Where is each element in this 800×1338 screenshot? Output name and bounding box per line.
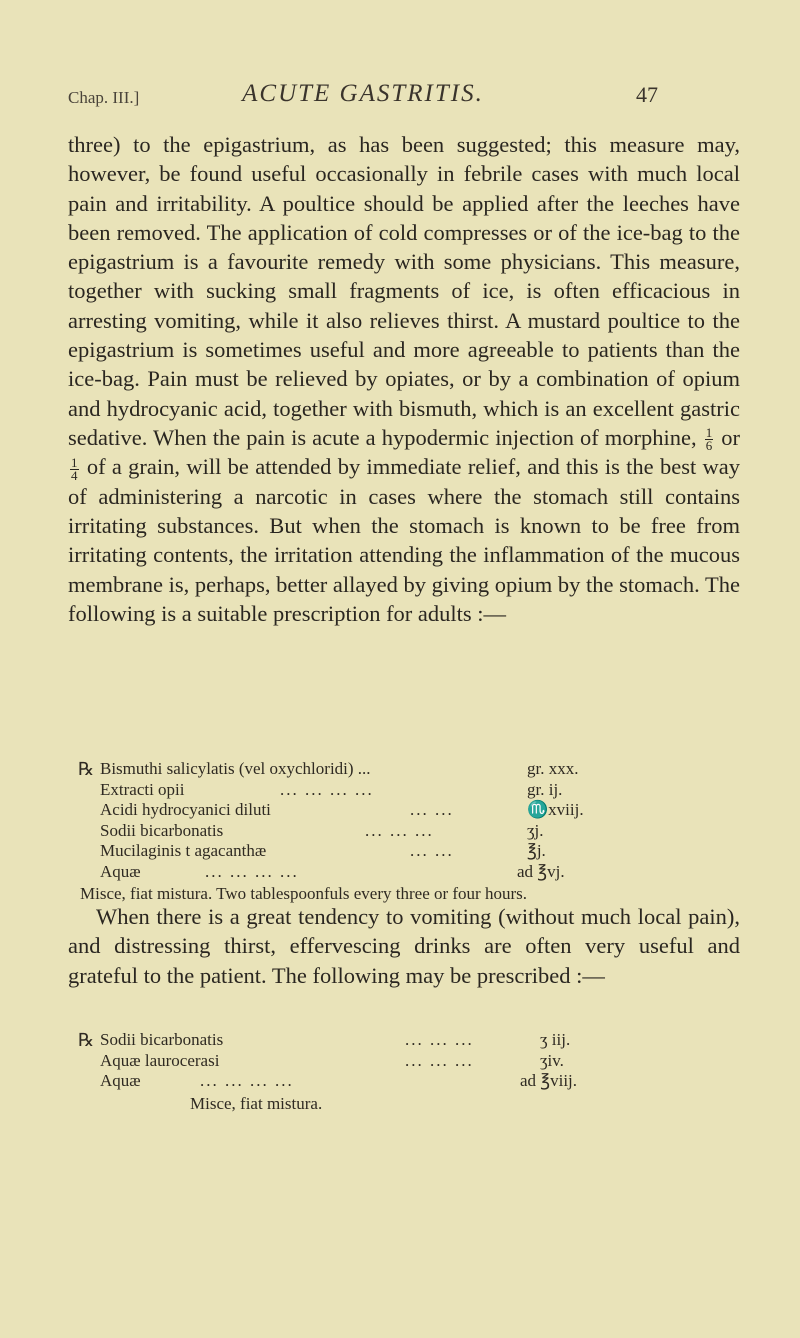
prescription-row bbox=[80, 821, 740, 842]
quantity: ʒj. bbox=[527, 820, 544, 840]
quantity: gr. ij. bbox=[527, 779, 563, 799]
quantity: ad ℥viij. bbox=[520, 1071, 578, 1090]
prescription-directions: Misce, fiat mistura. Two tablespoonfuls every three or four hours. bbox=[80, 884, 527, 903]
page-number: 47 bbox=[636, 82, 658, 107]
ingredient: Aquæ bbox=[100, 861, 141, 881]
leader-dots: ... ... ... ... bbox=[205, 861, 299, 881]
ingredient: Bismuthi salicylatis (vel oxychloridi) ... bbox=[100, 759, 371, 778]
prescription-row bbox=[80, 1030, 740, 1051]
recipe-symbol: ℞ bbox=[78, 1030, 95, 1050]
ingredient: Acidi hydrocyanici diluti bbox=[100, 800, 271, 819]
quantity: ʒ iij. bbox=[540, 1030, 571, 1049]
running-title: ACUTE GASTRITIS. bbox=[242, 80, 484, 107]
leader-dots: ... ... bbox=[410, 800, 454, 819]
prescription-row bbox=[80, 1071, 740, 1092]
quantity: ad ℥vj. bbox=[517, 861, 565, 881]
quantity: gr. xxx. bbox=[527, 759, 579, 778]
fraction-or: or bbox=[721, 424, 741, 450]
prescription-directions: Misce, fiat mistura. bbox=[190, 1093, 323, 1113]
leader-dots: ... ... ... bbox=[405, 1030, 474, 1049]
prescription-row bbox=[80, 1051, 740, 1072]
ingredient: Extracti opii bbox=[100, 779, 185, 799]
chapter-label: Chap. III.] bbox=[68, 88, 140, 107]
ingredient: Sodii bicarbonatis bbox=[100, 820, 224, 840]
ingredient: Sodii bicarbonatis bbox=[100, 1030, 224, 1049]
paragraph-text-part-1: three) to the epigastrium, as has been suggested; this measure may, however, be found useful occasionally in febrile cases with much local pain and irritability. A poultice should be applied after the leeches have been removed. The application of cold compresses or of the ice-bag to the epigastrium is a favourite remedy with some physicians. This measure, together with sucking small fragments of ice, is often efficacious in arresting vomiting, while it also relieves thirst. A mustard poultice to the epigastrium is sometimes useful and more agreeable to patients than the ice-bag. Pain must be relieved by opiates, or by a combination of opium and hydrocyanic acid, together with bismuth, which is an excellent gastric sedative. When the pain is acute a hypodermic injection of morphine, bbox=[68, 132, 740, 450]
page-header bbox=[68, 80, 658, 120]
leader-dots: ... ... ... ... bbox=[200, 1071, 294, 1090]
recipe-symbol: ℞ bbox=[78, 759, 95, 779]
fraction-one-quarter: $\frac{1}{4}$ bbox=[71, 454, 78, 483]
body-paragraph-1 bbox=[68, 130, 740, 628]
ingredient: Aquæ bbox=[100, 1071, 141, 1090]
prescription-1 bbox=[80, 759, 740, 904]
body-paragraph-2: When there is a great tendency to vomiting (without much local pain), and distressing thirst, effervescing drinks are often very useful and grateful to the patient. The following may be prescribed :— bbox=[68, 904, 740, 988]
quantity: ℥j. bbox=[527, 841, 546, 860]
leader-dots: ... ... bbox=[410, 841, 454, 860]
leader-dots: ... ... ... bbox=[365, 820, 434, 840]
prescription-row bbox=[80, 800, 740, 821]
prescription-row bbox=[80, 780, 740, 801]
prescription-row bbox=[80, 862, 740, 883]
ingredient: Aquæ laurocerasi bbox=[100, 1050, 220, 1070]
ingredient: Mucilaginis t agacanthæ bbox=[100, 841, 267, 860]
prescription-2 bbox=[80, 1030, 740, 1114]
prescription-row bbox=[80, 759, 740, 780]
quantity: ♏xviij. bbox=[527, 800, 584, 819]
leader-dots: ... ... ... ... bbox=[280, 779, 374, 799]
fraction-one-sixth: $\frac{1}{6}$ bbox=[705, 425, 713, 454]
leader-dots: ... ... ... bbox=[405, 1050, 474, 1070]
prescription-row bbox=[80, 841, 740, 862]
quantity: ʒiv. bbox=[540, 1050, 564, 1070]
paragraph-text-part-2: of a grain, will be attended by immediate relief, and this is the best way of administering a narcotic in cases where the stomach still contains irritating substances. But when the stomach is known to be free from irritating contents, the irritation attending the inflammation of the mucous membrane is, perhaps, better allayed by giving opium by the stomach. The following is a suitable prescription for adults :— bbox=[68, 454, 740, 626]
